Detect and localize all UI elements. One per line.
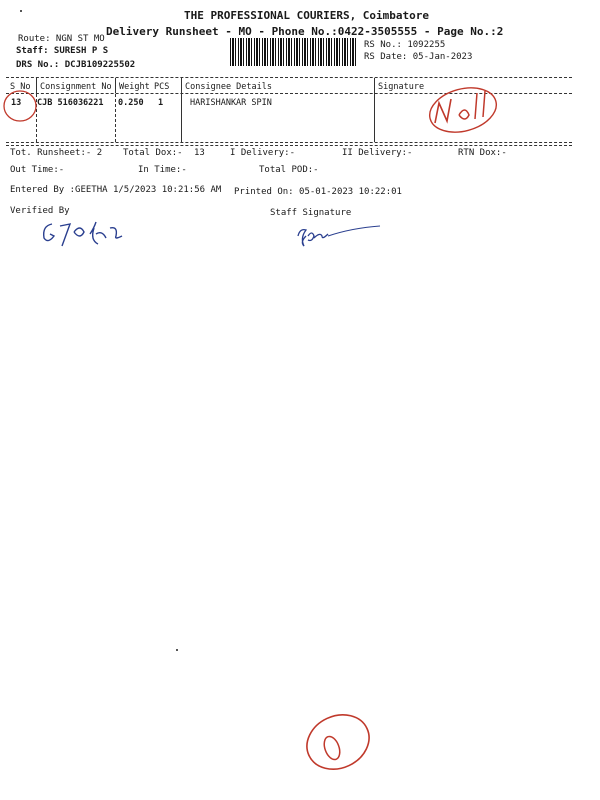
ii-delivery: II Delivery:- xyxy=(342,148,413,158)
red-circle-mark xyxy=(2,88,42,128)
header-pcs: PCS xyxy=(154,82,170,92)
speck xyxy=(176,649,178,651)
table-top-rule xyxy=(6,77,572,78)
entered-by: Entered By :GEETHA 1/5/2023 10:21:56 AM xyxy=(10,185,222,195)
header-consignment: Consignment No xyxy=(40,82,112,92)
col-divider xyxy=(374,78,375,142)
col-divider xyxy=(115,78,116,93)
row-weight: 0.250 xyxy=(118,98,144,108)
row-consignment: CJB 516036221 xyxy=(37,98,104,108)
i-delivery: I Delivery:- xyxy=(230,148,296,158)
row-sno: 13 xyxy=(11,98,22,108)
in-time: In Time:- xyxy=(138,165,187,175)
header-signature: Signature xyxy=(378,82,425,92)
staff-signature-label: Staff Signature xyxy=(270,208,352,218)
total-pod: Total POD:- xyxy=(259,165,319,175)
route-label: Route: NGN ST MO xyxy=(18,34,105,44)
row-consignee: HARISHANKAR SPIN xyxy=(190,98,272,108)
col-divider xyxy=(181,78,182,142)
header-sno: S No xyxy=(10,82,31,92)
total-dox-label: Total Dox:- xyxy=(123,148,183,158)
summary-rule xyxy=(6,145,572,146)
rtn-dox: RTN Dox:- xyxy=(458,148,507,158)
speck xyxy=(20,10,22,12)
col-divider xyxy=(115,94,116,142)
printed-on: Printed On: 05-01-2023 10:22:01 xyxy=(234,187,402,197)
rs-date: RS Date: 05-Jan-2023 xyxy=(364,52,473,62)
barcode xyxy=(230,38,358,66)
rs-number: RS No.: 1092255 xyxy=(364,40,446,50)
verified-by-signature xyxy=(38,210,138,250)
runsheet-subtitle: Delivery Runsheet - MO - Phone No.:0422-3505555 - Page No.:2 xyxy=(106,25,504,38)
company-title: THE PROFESSIONAL COURIERS, Coimbatore xyxy=(184,9,430,22)
table-bottom-rule xyxy=(6,142,572,143)
header-weight: Weight xyxy=(119,82,150,92)
staff-signature xyxy=(292,222,392,252)
total-dox-value: 13 xyxy=(194,148,205,158)
drs-number: DRS No.: DCJB109225502 xyxy=(16,60,136,70)
row-pcs: 1 xyxy=(158,98,164,108)
bottom-red-circle-mark xyxy=(300,710,380,780)
header-consignee: Consignee Details xyxy=(185,82,272,92)
staff-label: Staff: SURESH P S xyxy=(16,46,109,56)
tot-runsheet: Tot. Runsheet:- 2 xyxy=(10,148,103,158)
signature-cell-handwriting xyxy=(425,85,505,135)
verified-by-label: Verified By xyxy=(10,206,70,216)
out-time: Out Time:- xyxy=(10,165,65,175)
